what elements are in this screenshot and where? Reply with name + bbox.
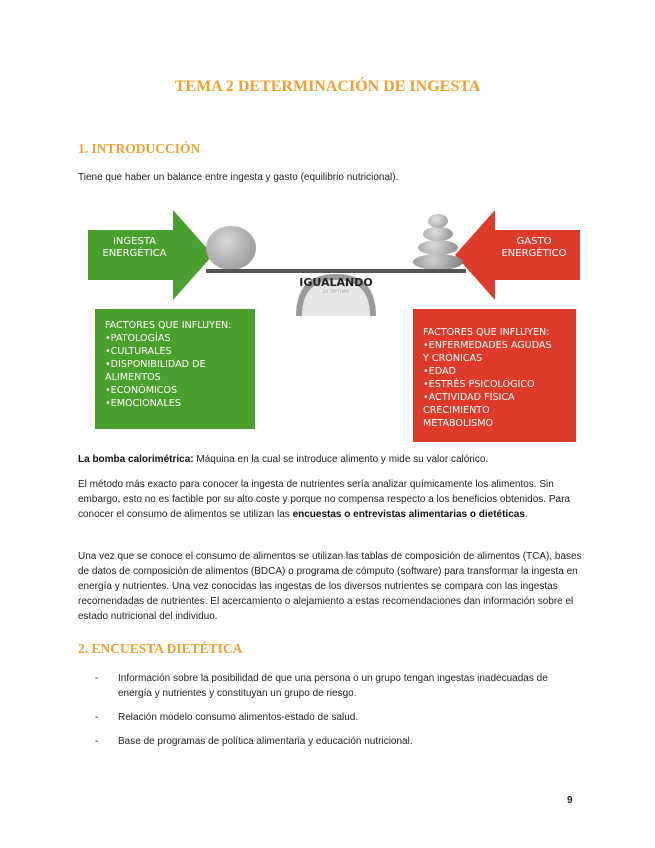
list-item (95, 734, 565, 749)
expenditure-factor-item: •ESTRÉS PSICOLÓGICO (423, 379, 535, 390)
section-heading-encuesta: 2. ENCUESTA DIETÉTICA (78, 641, 243, 656)
stone-icon (423, 227, 453, 241)
expenditure-arrow (445, 210, 580, 300)
stone-icon (418, 240, 458, 255)
expenditure-factors-heading: FACTORES QUE INFLUYEN: (423, 327, 550, 338)
bomba-term: La bomba calorimétrica: (78, 454, 194, 465)
dash-bullet-icon: - (95, 712, 99, 723)
intro-paragraph: Tiene que haber un balance entre ingesta y gasto (equilibrio nutricional). (78, 172, 399, 183)
balance-label (296, 276, 376, 294)
intake-arrow-line-1: INGESTA (112, 236, 157, 247)
page-title: TEMA 2 DETERMINACIÓN DE INGESTA (174, 78, 481, 95)
list-item (95, 710, 565, 725)
expenditure-factor-item: •ACTIVIDAD FÍSICA (423, 392, 515, 403)
intake-factors-heading: FACTORES QUE INFLUYEN: (105, 320, 232, 331)
stone-icon (428, 214, 448, 228)
tables-paragraph: Una vez que se conoce el consumo de alimentos se utilizan las tablas de composición de alimentos (TCA), bases de datos de composición de alimentos (BDCA) o programa de cómputo (software) para transformar la ingesta en energía y nutrientes. Una vez conocidas las ingestas de los diversos nutrientes se compara con las ingestas recomendadas de nutrientes. El acercamiento o alejamiento a estas recomendaciones dan información sobre el estado nutricional del individuo. (78, 551, 582, 622)
method-paragraph-bold: encuestas o entrevistas alimentarias o dietéticas (292, 509, 525, 520)
expenditure-arrow-label (491, 236, 577, 260)
intake-factor-item: •EMOCIONALES (105, 398, 181, 409)
intake-factor-item: •PATOLOGÍAS (105, 333, 171, 344)
intake-arrow-line-2: ENERGÉTICA (102, 248, 167, 259)
expenditure-factor-item: Y CRÓNICAS (423, 353, 483, 364)
balance-label-text: IGUALANDO (299, 276, 373, 289)
page-number: 9 (567, 795, 573, 806)
bomba-definition: Máquina en la cual se introduce alimento y mide su valor calórico. (193, 454, 489, 465)
intake-factors-box (95, 309, 255, 429)
list-item-text: Información sobre la posibilidad de que una persona o un grupo tengan ingestas inadecuadas de energía y nutrientes y constituyan un grupo de riesgo. (118, 673, 548, 699)
section-heading-introduccion: 1. INTRODUCCIÓN (78, 141, 201, 156)
intake-factor-item: ALIMENTOS (105, 372, 161, 383)
intake-factor-item: •DISPONIBILIDAD DE (105, 359, 206, 370)
expenditure-factor-item: •EDAD (423, 366, 456, 377)
intake-arrow-label (92, 236, 177, 260)
stone-icon (413, 254, 463, 270)
expenditure-factor-item: CRECIMIENTO (423, 405, 490, 416)
method-paragraph-end: . (524, 509, 528, 520)
method-paragraph (78, 477, 583, 522)
list-item-text: Relación modelo consumo alimentos-estado de salud. (118, 712, 359, 723)
expenditure-factor-item: •ENFERMEDADES AGUDAS (423, 340, 552, 351)
intake-factor-item: •CULTURALES (105, 346, 172, 357)
dash-bullet-icon: - (95, 736, 99, 747)
expenditure-arrow-line-1: GASTO (516, 236, 552, 247)
expenditure-arrow-line-2: ENERGÉTICO (501, 248, 567, 259)
stone-icon (206, 226, 256, 270)
expenditure-factors-box (413, 309, 576, 442)
balance-sublabel: LO ÓPTIMO (322, 289, 350, 294)
expenditure-factor-item: METABOLISMO (423, 418, 494, 429)
intake-arrow (88, 210, 223, 300)
intake-factor-item: •ECONÓMICOS (105, 385, 178, 396)
list-item (95, 671, 565, 701)
list-item-text: Base de programas de política alimentaria y educación nutricional. (118, 736, 413, 747)
encuesta-bullet-list (95, 671, 565, 749)
bomba-paragraph (78, 452, 583, 467)
balance-infographic (88, 202, 580, 442)
method-paragraph-text: El método más exacto para conocer la ingesta de nutrientes sería analizar químicamente los alimentos. Sin embargo, esto no es factible por su alto coste y porque no compensa respecto a los beneficios obtenidos. Para conocer el consumo de alimentos se utilizan las (78, 479, 570, 520)
dash-bullet-icon: - (95, 673, 99, 684)
